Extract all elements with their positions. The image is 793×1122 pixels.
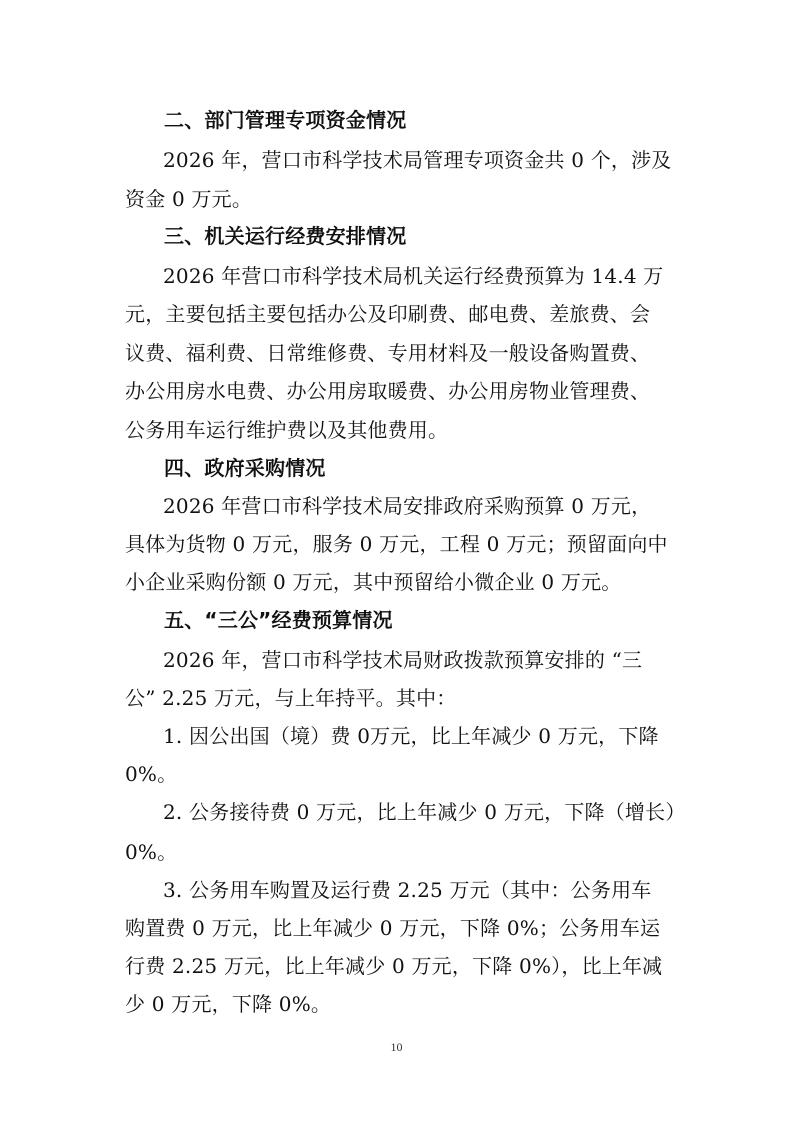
list-item-line: 1. 因公出国（境）费 0万元，比上年减少 0 万元，下降 [163, 724, 659, 748]
list-item-line: 0%。 [125, 762, 178, 786]
paragraph-line: 2026 年营口市科学技术局安排政府采购预算 0 万元， [163, 494, 652, 518]
paragraph-line: 办公用房水电费、办公用房取暖费、办公用房物业管理费、 [125, 379, 651, 403]
list-item-line: 2. 公务接待费 0 万元，比上年减少 0 万元，下降（增长） [163, 800, 686, 824]
list-item-line: 行费 2.25 万元，比上年减少 0 万元，下降 0%），比上年减 [125, 954, 663, 978]
section-heading: 四、政府采购情况 [164, 456, 326, 480]
list-item-line: 0%。 [125, 840, 178, 864]
section-heading: 二、部门管理专项资金情况 [164, 108, 407, 132]
list-item-line: 3. 公务用车购置及运行费 2.25 万元（其中：公务用车 [163, 878, 652, 902]
paragraph-line: 小企业采购份额 0 万元，其中预留给小微企业 0 万元。 [125, 570, 622, 594]
list-item-line: 少 0 万元，下降 0%。 [125, 992, 332, 1016]
list-item-line: 购置费 0 万元，比上年减少 0 万元，下降 0%；公务用车运 [125, 916, 661, 940]
paragraph-line: 公务用车运行维护费以及其他费用。 [125, 418, 449, 442]
page-number: 10 [390, 1040, 403, 1054]
paragraph-line: 具体为货物 0 万元，服务 0 万元，工程 0 万元；预留面向中 [125, 532, 668, 556]
section-heading: 三、机关运行经费安排情况 [164, 224, 407, 248]
paragraph-line: 2026 年营口市科学技术局机关运行经费预算为 14.4 万 [163, 264, 664, 288]
paragraph-line: 公” 2.25 万元，与上年持平。其中： [125, 686, 457, 710]
paragraph-line: 议费、福利费、日常维修费、专用材料及一般设备购置费、 [125, 341, 651, 365]
paragraph-line: 元，主要包括主要包括办公及印刷费、邮电费、差旅费、会 [125, 302, 651, 326]
paragraph-line: 资金 0 万元。 [125, 187, 253, 211]
paragraph-line: 2026 年，营口市科学技术局财政拨款预算安排的 “三 [163, 648, 643, 672]
paragraph-line: 2026 年，营口市科学技术局管理专项资金共 0 个，涉及 [163, 148, 672, 172]
section-heading: 五、“三公”经费预算情况 [164, 608, 393, 632]
